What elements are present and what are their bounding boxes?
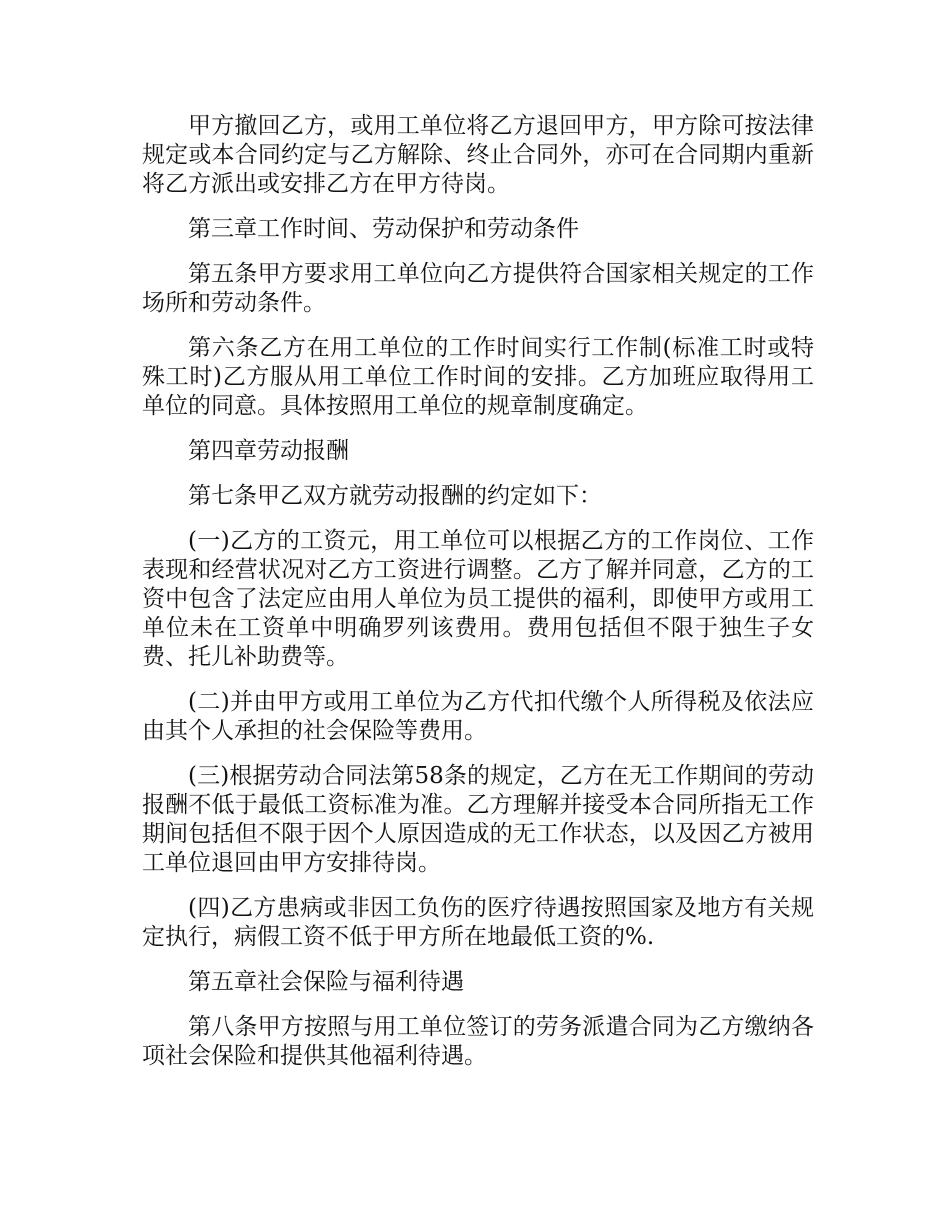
article-7-item-3: (三)根据劳动合同法第58条的规定，乙方在无工作期间的劳动报酬不低于最低工资标准为准。乙方理解并接受本合同所指无工作期间包括但不限于因个人原因造成的无工作状态，以及因乙方被用工单位退回由甲方安排待岗。 [142, 763, 814, 876]
article-8: 第八条甲方按照与用工单位签订的劳务派遣合同为乙方缴纳各项社会保险和提供其他福利待遇。 [142, 1014, 814, 1069]
chapter-3-heading: 第三章工作时间、劳动保护和劳动条件 [188, 216, 579, 242]
article-5: 第五条甲方要求用工单位向乙方提供符合国家相关规定的工作场所和劳动条件。 [142, 261, 814, 316]
article-7: 第七条甲乙双方就劳动报酬的约定如下： [188, 483, 602, 509]
chapter-4-heading: 第四章劳动报酬 [188, 438, 349, 464]
article-6: 第六条乙方在用工单位的工作时间实行工作制(标准工时或特殊工时)乙方服从用工单位工作时间的安排。乙方加班应取得用工单位的同意。具体按照用工单位的规章制度确定。 [142, 335, 814, 419]
article-7-item-2: (二)并由甲方或用工单位为乙方代扣代缴个人所得税及依法应由其个人承担的社会保险等费用。 [142, 689, 814, 744]
article-7-item-4: (四)乙方患病或非因工负伤的医疗待遇按照国家及地方有关规定执行，病假工资不低于甲方所在地最低工资的%. [142, 895, 814, 950]
chapter-5-heading: 第五章社会保险与福利待遇 [188, 969, 464, 995]
paragraph-recall: 甲方撤回乙方，或用工单位将乙方退回甲方，甲方除可按法律规定或本合同约定与乙方解除、终止合同外，亦可在合同期内重新将乙方派出或安排乙方在甲方待岗。 [142, 113, 814, 197]
article-7-item-1: (一)乙方的工资元，用工单位可以根据乙方的工作岗位、工作表现和经营状况对乙方工资进行调整。乙方了解并同意，乙方的工资中包含了法定应由用人单位为员工提供的福利，即使甲方或用工单位未在工资单中明确罗列该费用。费用包括但不限于独生子女费、托儿补助费等。 [142, 528, 814, 670]
document-body [142, 112, 814, 1087]
